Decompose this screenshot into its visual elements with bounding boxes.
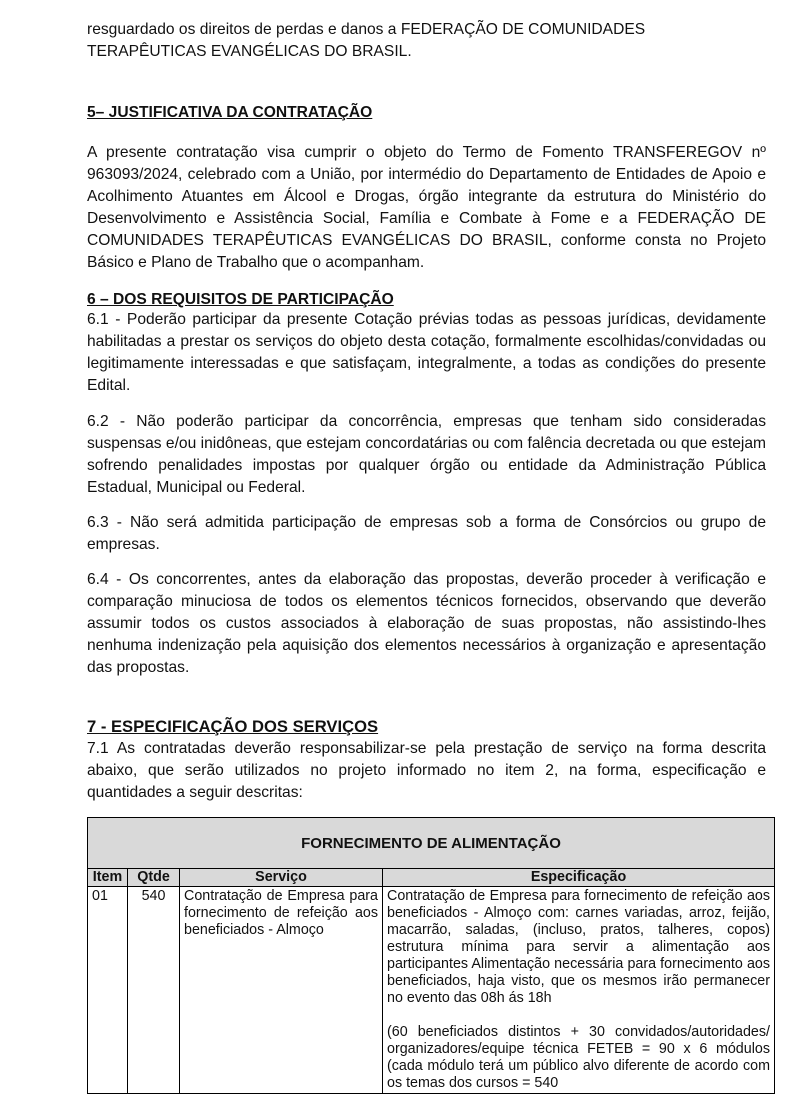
clause-7-1: 7.1 As contratadas deverão responsabilizar-se pela prestação de serviço na forma descrita abaixo, que serão utilizados no projeto informado no item 2, na forma, especificação e quantidades a seguir descritas: — [87, 740, 766, 801]
header-item: Item — [88, 869, 128, 887]
cell-item: 01 — [88, 887, 128, 1094]
table-row — [88, 887, 775, 1094]
clause-6-2: 6.2 - Não poderão participar da concorrência, empresas que tenham sido consideradas suspensas e/ou inidôneas, que estejam concordatárias ou com falência decretada ou que estejam sofrendo penalidades impostas por qualquer órgão ou entidade da Administração Pública Estadual, Municipal ou Federal. — [87, 413, 766, 496]
spec-text-2: (60 beneficiados distintos + 30 convidados/autoridades/ organizadores/equipe técnica FETEB = 90 x 6 módulos (cada módulo terá um público alvo diferente de acordo com os temas dos cursos = 540 — [387, 1024, 770, 1091]
spec-text-1: Contratação de Empresa para fornecimento de refeição aos beneficiados - Almoço com: carnes variadas, arroz, feijão, macarrão, saladas, (incluso, pratos, talheres, copos) estrutura mínima para servir a alimentação aos participantes Alimentação necessária para fornecimento aos beneficiados, haja visto, que os mesmos irão permanecer no evento das 08h ás 18h — [387, 888, 770, 1006]
clause-6-3: 6.3 - Não será admitida participação de empresas sob a forma de Consórcios ou grupo de empresas. — [87, 514, 766, 553]
header-servico: Serviço — [180, 869, 383, 887]
clause-6-4: 6.4 - Os concorrentes, antes da elaboração das propostas, deverão proceder à verificação e comparação minuciosa de todos os elementos técnicos fornecidos, observando que deverão assumir todos os custos associados à elaboração de suas propostas, não assistindo-lhes nenhuma indenização pela aquisição dos elementos necessários à organização e apresentação das propostas. — [87, 571, 766, 676]
section-5-heading: 5– JUSTIFICATIVA DA CONTRATAÇÃO — [87, 104, 373, 121]
table-header-row — [88, 869, 775, 887]
intro-paragraph: resguardado os direitos de perdas e danos a FEDERAÇÃO DE COMUNIDADES TERAPÊUTICAS EVANGÉLICAS DO BRASIL. — [87, 21, 646, 60]
services-table — [87, 817, 775, 1094]
spec-spacer — [387, 1007, 770, 1024]
table-title: FORNECIMENTO DE ALIMENTAÇÃO — [88, 818, 775, 869]
cell-qtde: 540 — [128, 887, 180, 1094]
header-especificacao: Especificação — [383, 869, 775, 887]
cell-especificacao — [383, 887, 775, 1094]
header-qtde: Qtde — [128, 869, 180, 887]
cell-servico: Contratação de Empresa para fornecimento de refeição aos beneficiados - Almoço — [180, 887, 383, 1094]
section-5-paragraph: A presente contratação visa cumprir o objeto do Termo de Fomento TRANSFEREGOV nº 963093/2024, celebrado com a União, por intermédio do Departamento de Entidades de Apoio e Acolhimento Atuantes em Álcool e Drogas, órgão integrante da estrutura do Ministério do Desenvolvimento e Assistência Social, Família e Combate à Fome e a FEDERAÇÃO DE COMUNIDADES TERAPÊUTICAS EVANGÉLICAS DO BRASIL, conforme consta no Projeto Básico e Plano de Trabalho que o acompanham. — [87, 144, 766, 271]
section-6-heading: 6 – DOS REQUISITOS DE PARTICIPAÇÃO — [87, 291, 394, 308]
section-7-heading: 7 - ESPECIFICAÇÃO DOS SERVIÇOS — [87, 717, 379, 736]
clause-6-1: 6.1 - Poderão participar da presente Cotação prévias todas as pessoas jurídicas, devidamente habilitadas a prestar os serviços do objeto desta cotação, formalmente escolhidas/convidadas ou legitimamente interessadas e que satisfaçam, integralmente, a todas as condições do presente Edital. — [87, 311, 766, 394]
